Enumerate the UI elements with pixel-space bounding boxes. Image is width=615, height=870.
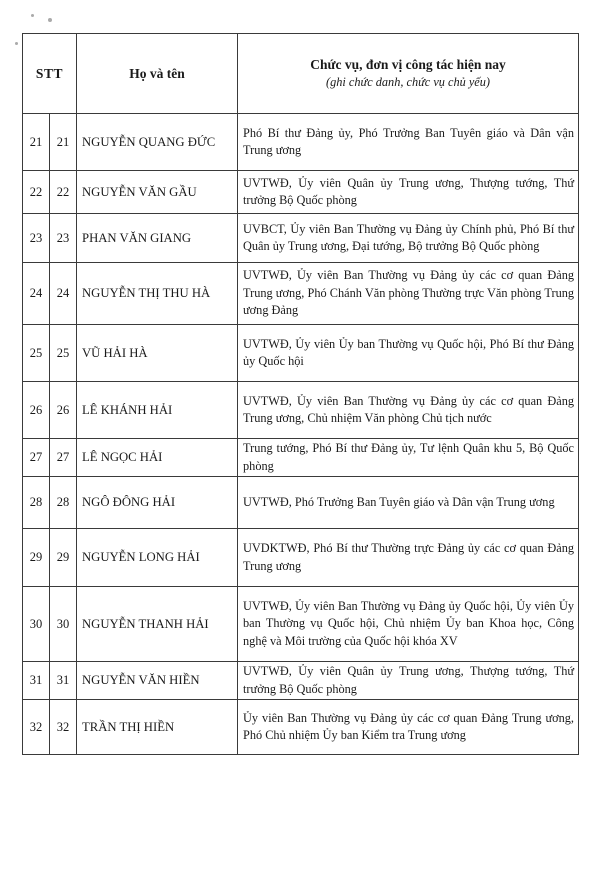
table-row [23,587,579,662]
row-role [238,439,579,477]
row-name: PHAN VĂN GIANG [77,214,238,263]
row-role [238,529,579,587]
row-number-secondary: 29 [50,529,77,587]
row-number-primary: 25 [23,325,50,382]
row-number-secondary: 27 [50,439,77,477]
row-role [238,587,579,662]
column-header-stt [23,34,77,114]
row-number-primary: 27 [23,439,50,477]
row-number-secondary: 30 [50,587,77,662]
row-name: NGUYỄN THANH HẢI [77,587,238,662]
row-role [238,477,579,529]
row-number-secondary: 22 [50,171,77,214]
table-row [23,529,579,587]
row-role [238,700,579,755]
row-number-secondary: 26 [50,382,77,439]
row-name: NGUYỄN THỊ THU HÀ [77,263,238,325]
row-number-primary: 22 [23,171,50,214]
row-name: TRẦN THỊ HIỀN [77,700,238,755]
scan-speckle [15,42,18,45]
row-role-text: UVTWĐ, Ủy viên Ban Thường vụ Đảng ủy Quốc hội, Ủy viên Ủy ban Thường vụ Quốc hội, Chủ nhiệm Ủy ban Khoa học, Công nghệ và Môi trường của Quốc hội khóa XV [243,598,575,648]
row-role [238,263,579,325]
row-role-text: UVTWĐ, Ủy viên Ban Thường vụ Đảng ủy các cơ quan Đảng Trung ương, Chủ nhiệm Văn phòng Chủ tịch nước [243,393,575,425]
table-row [23,477,579,529]
row-role [238,382,579,439]
row-role-text: Trung tướng, Phó Bí thư Đảng ủy, Tư lệnh Quân khu 5, Bộ Quốc phòng [243,441,575,473]
row-role-text: UVTWĐ, Ủy viên Ủy ban Thường vụ Quốc hội, Phó Bí thư Đảng ủy Quốc hội [243,336,575,368]
row-role [238,214,579,263]
row-number-primary: 23 [23,214,50,263]
scan-speckle [48,18,52,22]
row-role-text: UVDKTWĐ, Phó Bí thư Thường trực Đảng ủy các cơ quan Đảng Trung ương [243,541,575,573]
row-name: NGUYỄN QUANG ĐỨC [77,114,238,171]
row-name: NGUYỄN LONG HẢI [77,529,238,587]
column-header-role-note: (ghi chức danh, chức vụ chủ yếu) [326,75,491,90]
table-row [23,114,579,171]
row-role-text: UVTWĐ, Phó Trưởng Ban Tuyên giáo và Dân vận Trung ương [243,494,555,509]
row-name: NGUYỄN VĂN GẦU [77,171,238,214]
row-number-primary: 26 [23,382,50,439]
table-row [23,171,579,214]
row-role-text: UVTWĐ, Ủy viên Quân ủy Trung ương, Thượng tướng, Thứ trưởng Bộ Quốc phòng [243,664,575,696]
row-number-primary: 29 [23,529,50,587]
row-number-secondary: 28 [50,477,77,529]
row-number-secondary: 25 [50,325,77,382]
column-header-role [238,34,579,114]
scan-speckle [31,14,34,17]
row-name: NGUYỄN VĂN HIỀN [77,662,238,700]
row-number-secondary: 32 [50,700,77,755]
row-role [238,171,579,214]
table-row [23,263,579,325]
row-name: NGÔ ĐÔNG HẢI [77,477,238,529]
row-role-text: UVTWĐ, Ủy viên Quân ủy Trung ương, Thượng tướng, Thứ trưởng Bộ Quốc phòng [243,175,575,207]
row-role [238,662,579,700]
table-row [23,382,579,439]
column-header-name [77,34,238,114]
table-header-row [23,34,579,114]
row-number-primary: 32 [23,700,50,755]
row-number-primary: 21 [23,114,50,171]
table-row [23,439,579,477]
row-role-text: Phó Bí thư Đảng ủy, Phó Trưởng Ban Tuyên giáo và Dân vận Trung ương [243,125,575,157]
row-number-secondary: 24 [50,263,77,325]
row-name: LÊ KHÁNH HẢI [77,382,238,439]
row-role [238,114,579,171]
row-role-text: Ủy viên Ban Thường vụ Đảng ủy các cơ quan Đảng Trung ương, Phó Chủ nhiệm Ủy ban Kiểm tra Trung ương [243,710,575,742]
row-name: LÊ NGỌC HẢI [77,439,238,477]
table-row [23,214,579,263]
row-number-secondary: 23 [50,214,77,263]
row-number-primary: 24 [23,263,50,325]
row-role-text: UVTWĐ, Ủy viên Ban Thường vụ Đảng ủy các cơ quan Đảng Trung ương, Phó Chánh Văn phòng Thường trực Văn phòng Trung ương Đảng [243,268,575,318]
row-role-text: UVBCT, Ủy viên Ban Thường vụ Đảng ủy Chính phủ, Phó Bí thư Quân ủy Trung ương, Đại tướng, Bộ trưởng Bộ Quốc phòng [243,221,575,253]
row-role [238,325,579,382]
table-row [23,325,579,382]
personnel-table [22,33,579,755]
table-row [23,700,579,755]
row-number-secondary: 31 [50,662,77,700]
table-row [23,662,579,700]
row-number-secondary: 21 [50,114,77,171]
column-header-role-label: Chức vụ, đơn vị công tác hiện nay [310,57,506,73]
row-number-primary: 28 [23,477,50,529]
column-header-name-label: Họ và tên [129,65,185,81]
row-number-primary: 31 [23,662,50,700]
row-name: VŨ HẢI HÀ [77,325,238,382]
row-number-primary: 30 [23,587,50,662]
column-header-stt-label: STT [35,65,64,81]
